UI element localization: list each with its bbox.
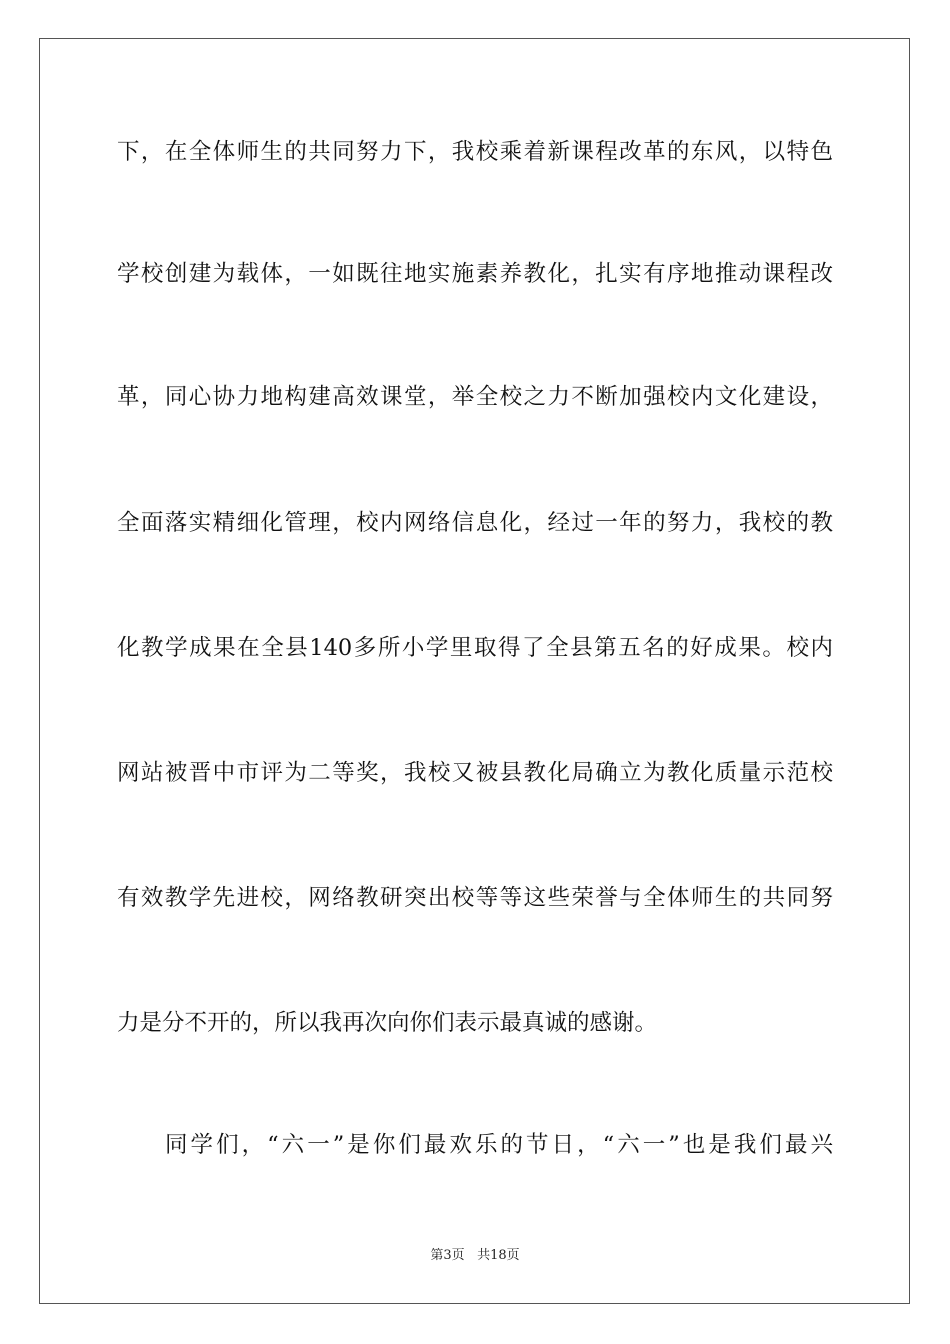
page-total: 共18页 bbox=[477, 1248, 520, 1263]
paragraph-line: 化教学成果在全县140多所小学里取得了全县第五名的好成果。校内 bbox=[117, 635, 833, 661]
page-border bbox=[39, 38, 910, 1304]
paragraph-line: 力是分不开的，所以我再次向你们表示最真诚的感谢。 bbox=[117, 1010, 658, 1036]
paragraph-line: 革，同心协力地构建高效课堂，举全校之力不断加强校内文化建设， bbox=[117, 384, 833, 410]
paragraph-line: 下，在全体师生的共同努力下，我校乘着新课程改革的东风，以特色 bbox=[117, 139, 833, 165]
paragraph-line: 同学们，“六一”是你们最欢乐的节日，“六一”也是我们最兴 bbox=[165, 1132, 833, 1158]
page-number: 第3页 bbox=[430, 1248, 465, 1263]
paragraph-line: 网站被晋中市评为二等奖，我校又被县教化局确立为教化质量示范校 bbox=[117, 760, 833, 786]
paragraph-line: 有效教学先进校，网络教研突出校等等这些荣誉与全体师生的共同努 bbox=[117, 885, 833, 911]
page-footer bbox=[0, 1247, 950, 1265]
paragraph-line: 全面落实精细化管理，校内网络信息化，经过一年的努力，我校的教 bbox=[117, 510, 833, 536]
paragraph-line: 学校创建为载体，一如既往地实施素养教化，扎实有序地推动课程改 bbox=[117, 261, 833, 287]
